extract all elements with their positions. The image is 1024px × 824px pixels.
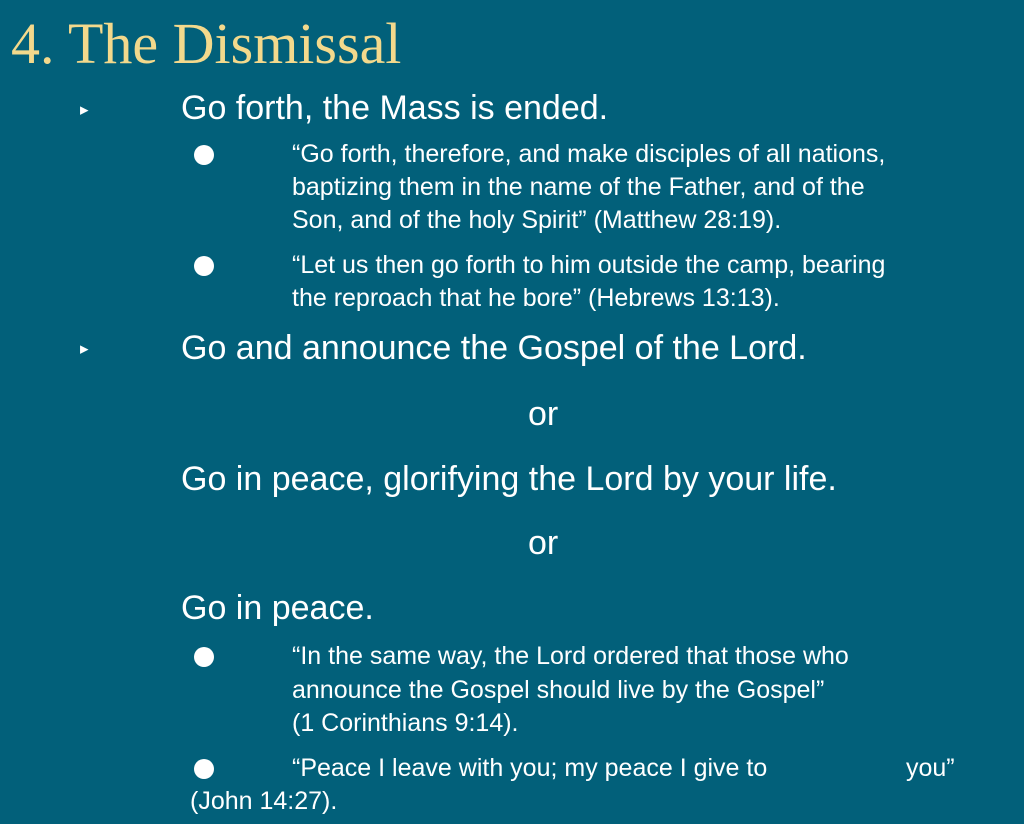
scripture-quote-line-end: you” — [906, 754, 955, 782]
slide-title: 4. The Dismissal — [11, 11, 402, 76]
scripture-quote-line: announce the Gospel should live by the Gospel” — [292, 676, 825, 704]
circle-bullet-icon — [194, 759, 214, 779]
main-point-announce-gospel: Go and announce the Gospel of the Lord. — [181, 329, 807, 367]
scripture-quote-line: “Let us then go forth to him outside the camp, bearing — [292, 251, 886, 279]
main-point-glorifying-lord: Go in peace, glorifying the Lord by your life. — [181, 460, 837, 498]
scripture-quote-line: baptizing them in the name of the Father, and of the — [292, 173, 865, 201]
scripture-quote-line: Son, and of the holy Spirit” (Matthew 28:19). — [292, 206, 782, 234]
scripture-citation: (John 14:27). — [190, 787, 338, 815]
main-point-go-in-peace: Go in peace. — [181, 589, 374, 627]
or-separator: or — [528, 524, 559, 562]
circle-bullet-icon — [194, 145, 214, 165]
scripture-quote-line: “Peace I leave with you; my peace I give to — [292, 754, 768, 782]
or-separator: or — [528, 395, 559, 433]
scripture-quote-line: “Go forth, therefore, and make disciples of all nations, — [292, 140, 886, 168]
triangle-bullet-icon: ▸ — [80, 100, 89, 119]
triangle-bullet-icon: ▸ — [80, 339, 89, 358]
circle-bullet-icon — [194, 647, 214, 667]
circle-bullet-icon — [194, 256, 214, 276]
scripture-quote-line: (1 Corinthians 9:14). — [292, 709, 519, 737]
scripture-quote-line: the reproach that he bore” (Hebrews 13:13). — [292, 284, 780, 312]
main-point-mass-ended: Go forth, the Mass is ended. — [181, 89, 609, 127]
scripture-quote-line: “In the same way, the Lord ordered that those who — [292, 642, 849, 670]
